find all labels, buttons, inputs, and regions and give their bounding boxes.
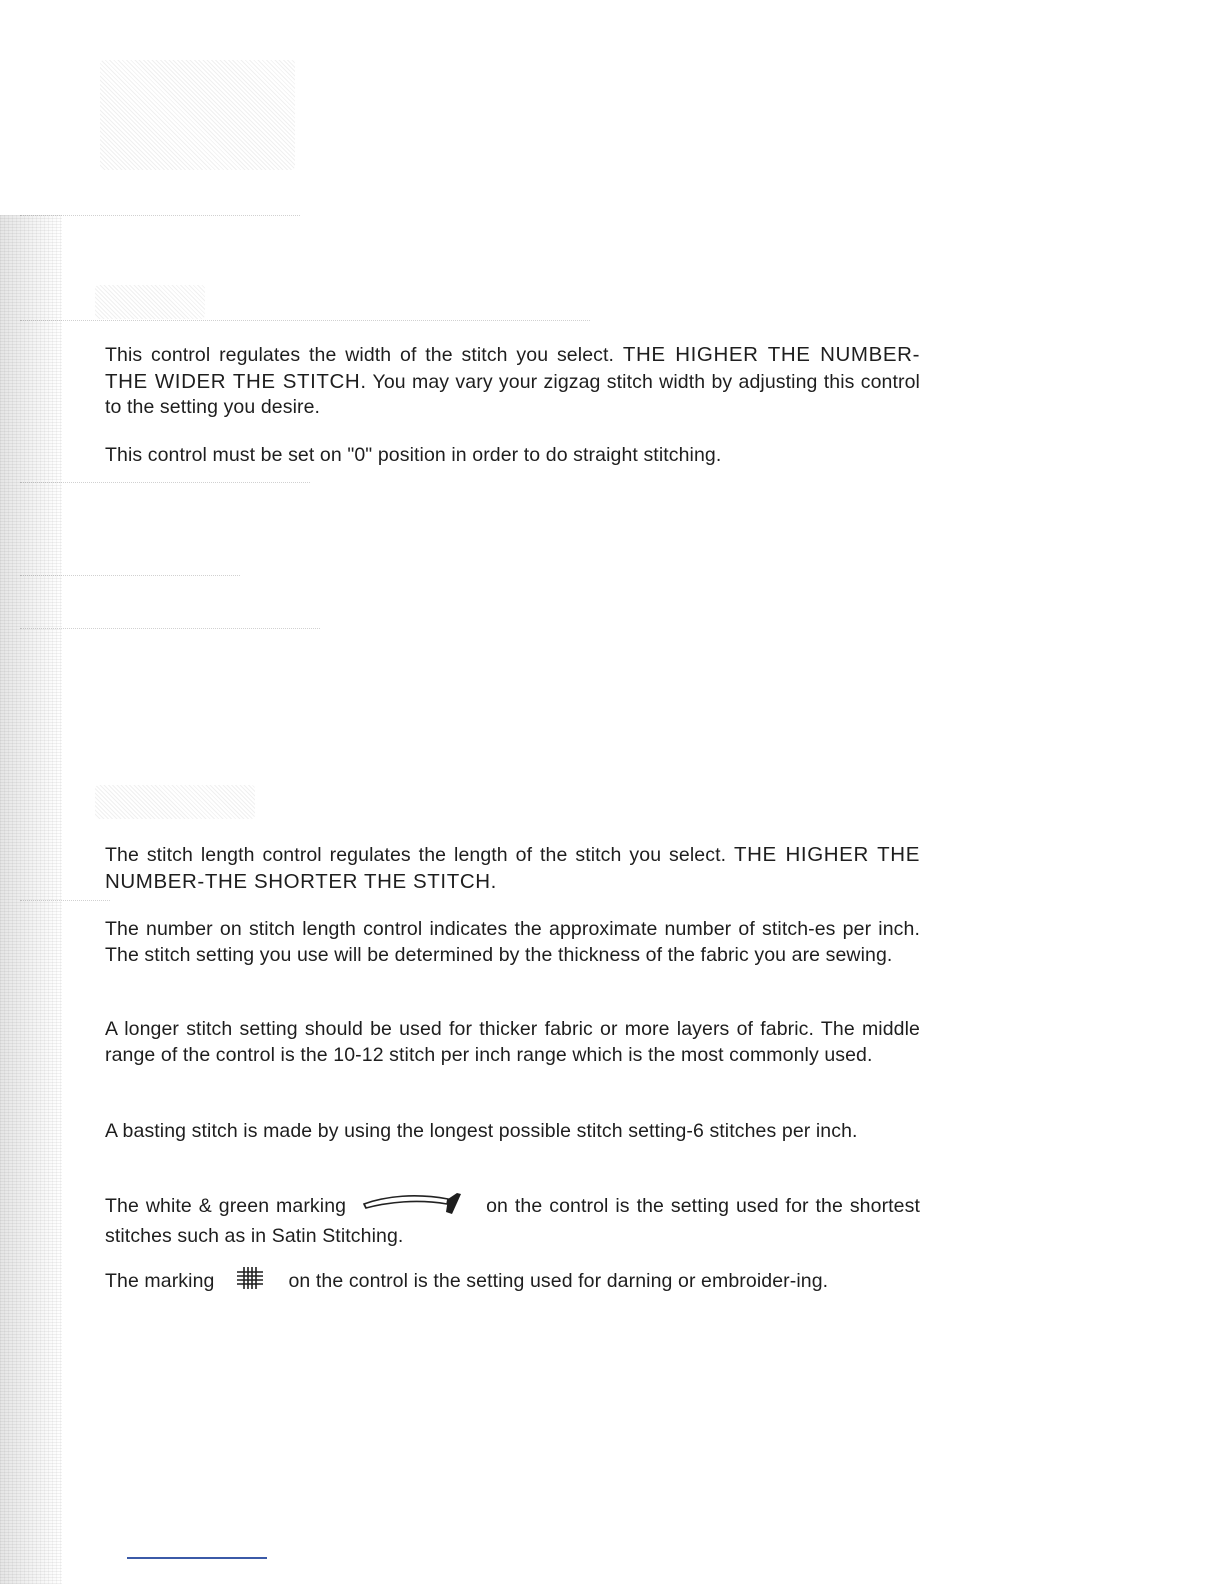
stitch-width-intro: This control regulates the width of the stitch you select. — [105, 344, 623, 366]
bottom-rule — [127, 1557, 267, 1559]
darning-marking-label: The marking — [105, 1269, 215, 1292]
stitch-width-adjust: You may vary your zigzag stitch width by adjusting this control to the setting you desire. — [105, 370, 920, 418]
stitch-length-paragraph-1 — [105, 842, 920, 895]
dotted-rule — [20, 900, 110, 901]
dotted-rule — [20, 320, 590, 321]
dotted-rule — [20, 575, 240, 576]
faded-header-mark — [100, 60, 295, 170]
stitch-length-paragraph-3: A longer stitch setting should be used for thicker fabric or more layers of fabric. The middle range of the control is the 10-12 stitch per inch range which is the most commonly used. — [105, 1018, 920, 1066]
stitch-length-intro: The stitch length control regulates the length of the stitch you select. — [105, 844, 735, 866]
satin-marking-label: The white & green marking — [105, 1194, 347, 1217]
stitch-width-paragraph-1 — [105, 342, 920, 421]
stitch-width-paragraph-2: This control must be set on "0" position in order to do straight stitching. — [105, 444, 722, 466]
darning-grid-icon — [236, 1266, 264, 1298]
stitch-width-rule: THE HIGHER THE NUMBER-THE WIDER THE STITCH. — [105, 343, 920, 393]
faded-section-heading-width — [95, 285, 205, 319]
faded-section-heading-length — [95, 785, 255, 819]
darning-marking-description: on the control is the setting used for darning or embroider-ing. — [288, 1269, 829, 1292]
stitch-length-paragraph-6 — [105, 1266, 920, 1298]
satin-stitch-marking-icon — [360, 1190, 472, 1224]
dotted-rule — [20, 628, 320, 629]
dotted-rule — [20, 215, 300, 216]
stitch-length-paragraph-4: A basting stitch is made by using the longest possible stitch setting-6 stitches per inch. — [105, 1120, 858, 1142]
stitch-length-paragraph-2: The number on stitch length control indicates the approximate number of stitch-es per inch. The stitch setting you use will be determined by the thickness of the fabric you are sewing. — [105, 918, 920, 966]
satin-marking-description: on the control is the setting used for the shortest stitches such as in Satin Stitching. — [105, 1194, 920, 1247]
dotted-rule — [20, 482, 310, 483]
stitch-length-rule: THE HIGHER THE NUMBER-THE SHORTER THE STITCH. — [105, 843, 920, 893]
stitch-length-paragraph-5 — [105, 1190, 920, 1249]
